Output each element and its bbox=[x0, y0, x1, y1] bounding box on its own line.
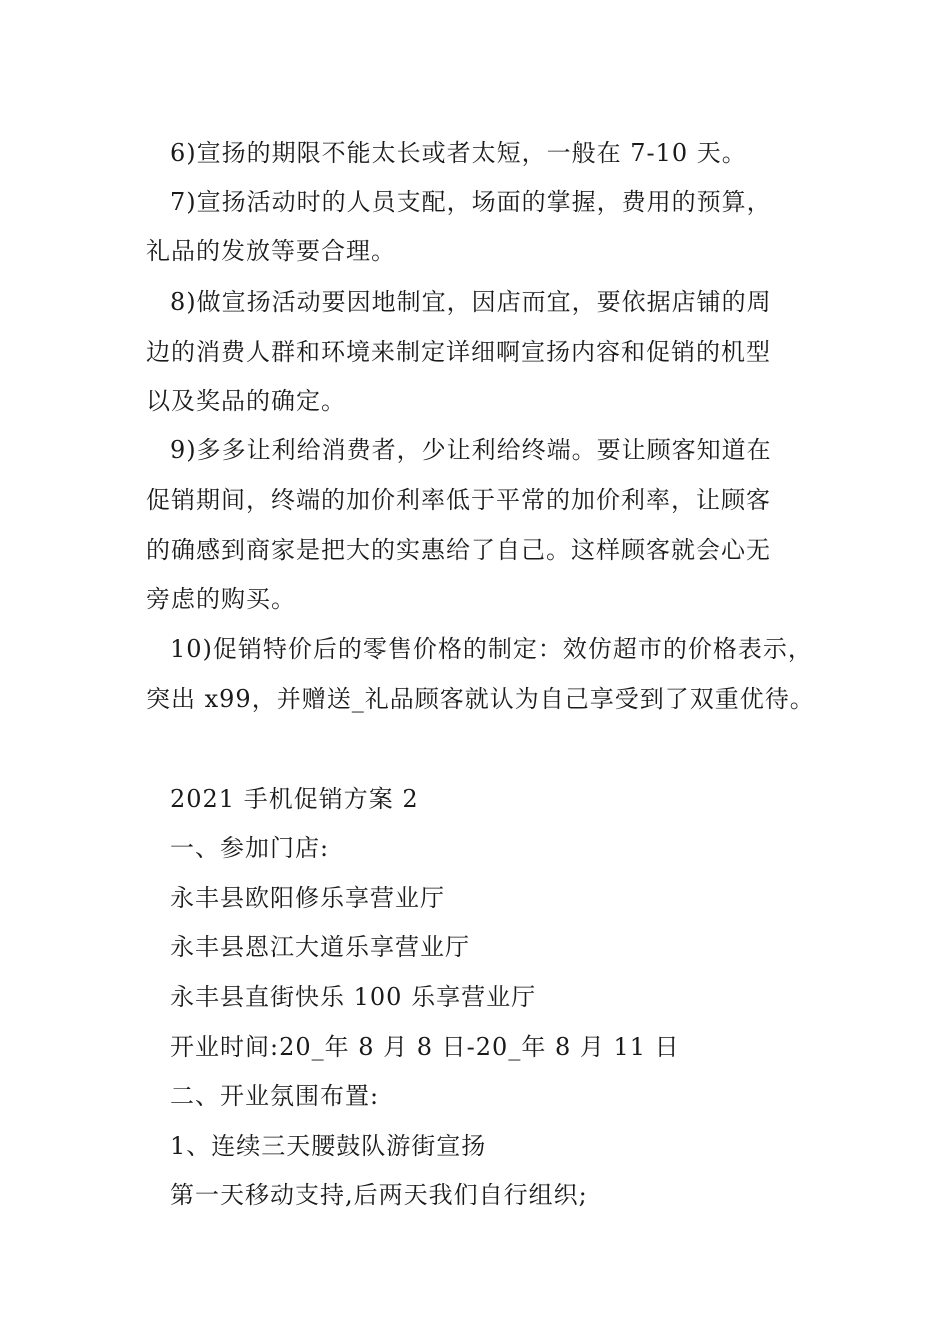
paragraph-item-9-line-2: 促销期间，终端的加价利率低于平常的加价利率，让顾客 bbox=[146, 486, 771, 514]
paragraph-item-8-line-1: 8)做宣扬活动要因地制宜，因店而宜，要依据店铺的周 bbox=[170, 288, 772, 316]
paragraph-item-6: 6)宣扬的期限不能太长或者太短，一般在 7-10 天。 bbox=[170, 139, 747, 167]
paragraph-item-7-line-2: 礼品的发放等要合理。 bbox=[146, 237, 396, 265]
activity-item-1: 1、连续三天腰鼓队游街宣扬 bbox=[170, 1132, 487, 1160]
paragraph-item-8-line-3: 以及奖品的确定。 bbox=[146, 387, 346, 415]
paragraph-item-10-line-2: 突出 x99，并赠送_礼品顾客就认为自己享受到了双重优待。 bbox=[146, 685, 815, 713]
paragraph-item-9-line-3: 的确感到商家是把大的实惠给了自己。这样顾客就会心无 bbox=[146, 536, 771, 564]
paragraph-item-9-line-1: 9)多多让利给消费者，少让利给终端。要让顾客知道在 bbox=[170, 436, 772, 464]
atmosphere-heading: 二、开业氛围布置: bbox=[170, 1082, 380, 1110]
paragraph-item-10-line-1: 10)促销特价后的零售价格的制定：效仿超市的价格表示， bbox=[170, 635, 813, 663]
store-item-3: 永丰县直街快乐 100 乐享营业厅 bbox=[170, 983, 537, 1011]
paragraph-item-9-line-4: 旁虑的购买。 bbox=[146, 585, 296, 613]
opening-time: 开业时间:20_年 8 月 8 日-20_年 8 月 11 日 bbox=[170, 1033, 680, 1061]
activity-item-1-detail: 第一天移动支持,后两天我们自行组织; bbox=[170, 1181, 588, 1209]
paragraph-item-8-line-2: 边的消费人群和环境来制定详细啊宣扬内容和促销的机型 bbox=[146, 338, 771, 366]
paragraph-item-7-line-1: 7)宣扬活动时的人员支配，场面的掌握，费用的预算， bbox=[170, 188, 772, 216]
store-item-2: 永丰县恩江大道乐享营业厅 bbox=[170, 933, 470, 961]
stores-heading: 一、参加门店: bbox=[170, 834, 330, 862]
section-title: 2021 手机促销方案 2 bbox=[170, 785, 419, 813]
store-item-1: 永丰县欧阳修乐享营业厅 bbox=[170, 884, 445, 912]
